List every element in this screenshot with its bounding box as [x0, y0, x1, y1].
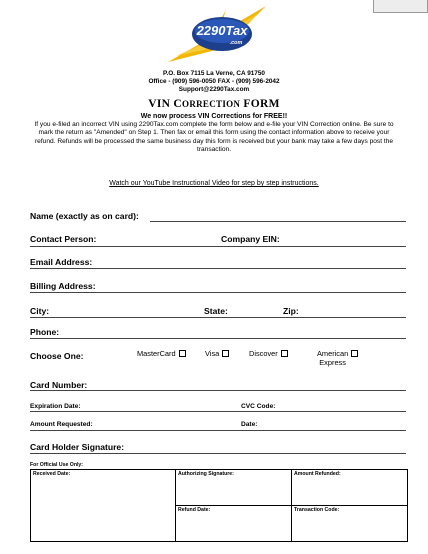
name-label: Name (exactly as on card):	[30, 211, 139, 221]
name-line[interactable]	[150, 221, 406, 222]
expiration-date-label: Expiration Date:	[30, 403, 81, 410]
choose-one-label: Choose One:	[30, 351, 84, 361]
logo-graphic	[166, 4, 270, 66]
billing-address-label: Billing Address:	[30, 281, 96, 291]
authorizing-signature-cell: Authorizing Signature:	[176, 470, 292, 506]
amount-date-line[interactable]	[30, 430, 406, 431]
city-label: City:	[30, 306, 50, 316]
logo-brand-text: 2290Tax	[196, 23, 248, 38]
intro-body: If you e-filed an incorrect VIN using 2290Tax.com complete the form below and e-file your VIN Correction online. Be sure to mark the return as "Amended" on Step 1. Then fax or email this form using the contact information above to receive your refund. Refunds will be processed the same business day this form is received but your bank may take a few days post the transaction.	[34, 121, 394, 153]
youtube-video-link[interactable]: Watch our YouTube Instructional Video for step by step instructions.	[109, 180, 319, 187]
phone-rule[interactable]	[30, 338, 406, 339]
email-address-label: Email Address:	[30, 257, 93, 267]
mastercard-option[interactable]: MasterCard	[137, 349, 186, 358]
refund-date-cell: Refund Date:	[176, 506, 292, 542]
state-label: State:	[204, 306, 228, 316]
card-number-label: Card Number:	[30, 380, 88, 390]
card-holder-signature-label: Card Holder Signature:	[30, 442, 125, 452]
amount-requested-label: Amount Requested:	[30, 421, 93, 428]
visa-checkbox[interactable]	[222, 350, 229, 357]
amex-checkbox[interactable]	[351, 350, 358, 357]
logo-suffix-text: .com	[229, 40, 243, 46]
address-line: P.O. Box 7115 La Verne, CA 91750	[163, 70, 265, 77]
amount-refunded-cell: Amount Refunded:	[292, 470, 408, 506]
official-use-table	[30, 469, 408, 542]
mastercard-checkbox[interactable]	[179, 350, 186, 357]
discover-option[interactable]: Discover	[249, 349, 288, 358]
card-number-line[interactable]	[30, 390, 406, 391]
american-express-option[interactable]: American Express	[317, 349, 358, 367]
cvc-code-label: CVC Code:	[241, 403, 276, 410]
signature-line[interactable]	[30, 453, 406, 454]
city-state-zip-line[interactable]	[30, 317, 406, 318]
email-line: Support@2290Tax.com	[178, 85, 250, 93]
date-label: Date:	[241, 421, 258, 428]
company-address	[0, 70, 428, 93]
corner-tab	[373, 0, 428, 13]
2290tax-logo	[166, 4, 270, 66]
phone-line: Office - (909) 596-0050 FAX - (909) 596-2042	[148, 77, 280, 85]
contact-person-label: Contact Person:	[30, 234, 97, 244]
received-date-cell: Received Date:	[31, 470, 176, 542]
phone-label: Phone:	[30, 327, 60, 337]
intro-lead: We now process VIN Corrections for FREE!!	[140, 113, 288, 120]
email-line-rule[interactable]	[30, 268, 406, 269]
form-title: VIN CORRECTION FORM	[148, 98, 280, 110]
billing-line[interactable]	[30, 292, 406, 293]
visa-option[interactable]: Visa	[205, 349, 229, 358]
transaction-code-cell: Transaction Code:	[292, 506, 408, 542]
official-use-caption: For Official Use Only:	[30, 462, 84, 468]
discover-checkbox[interactable]	[281, 350, 288, 357]
expiration-cvc-line[interactable]	[30, 411, 406, 412]
zip-label: Zip:	[283, 306, 299, 316]
intro-text	[30, 113, 398, 154]
company-ein-label: Company EIN:	[221, 234, 280, 244]
contact-line[interactable]	[30, 246, 406, 247]
